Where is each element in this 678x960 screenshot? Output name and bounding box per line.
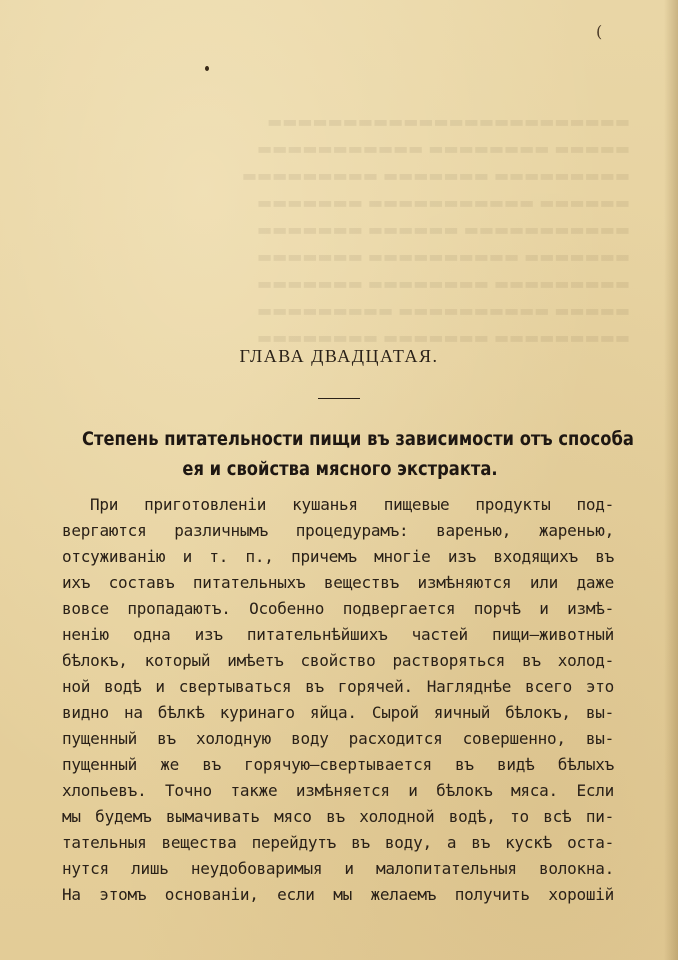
ink-speck: [205, 66, 209, 71]
page-edge-shadow: [664, 0, 678, 960]
text-line: ной водѣ и свертываться въ горячей. Нагляднѣе всего это: [62, 677, 614, 696]
text-line: видно на бѣлкѣ куринаго яйца. Сырой яичный бѣлокъ, вы-: [62, 703, 614, 722]
text-line: хлопьевъ. Точно также измѣняется и бѣлокъ мяса. Если: [62, 781, 614, 800]
heading-line: Степень питательности пищи въ зависимости отъ способа: [82, 428, 634, 450]
text-line: пущенный въ холодную воду расходится совершенно, вы-: [62, 729, 614, 748]
text-line: мы будемъ вымачивать мясо въ холодной водѣ, то всѣ пи-: [62, 807, 614, 826]
text-line: отсуживанію и т. п., причемъ многіе изъ входящихъ въ: [62, 547, 614, 566]
text-line: ихъ составъ питательныхъ веществъ измѣняются или даже: [62, 573, 614, 592]
text-line: нутся лишь неудобоваримыя и малопитательныя волокна.: [62, 859, 614, 878]
text-line: ненію одна изъ питательнѣйшихъ частей пищи—животный: [62, 625, 614, 644]
text-line: вергаются различнымъ процедурамъ: варенью, жаренью,: [62, 521, 614, 540]
text-line: При приготовленіи кушанья пищевые продукты под-: [90, 495, 614, 514]
text-line: тательныя вещества перейдутъ въ воду, а въ кускѣ оста-: [62, 833, 614, 852]
chapter-title: ГЛАВА ДВАДЦАТАЯ.: [239, 346, 439, 366]
section-heading: [40, 424, 640, 484]
corner-mark: (: [596, 22, 603, 41]
reverse-side-bleed-through: ▬▬▬▬▬▬▬▬▬▬▬▬▬▬▬▬▬▬▬▬▬▬▬▬ ▬▬▬▬▬ ▬▬▬▬▬▬▬▬ ▬▬▬▬▬▬▬▬▬▬▬ ▬▬▬▬▬▬▬▬▬ ▬▬▬▬▬▬▬ ▬▬▬▬▬▬▬▬▬ ▬▬▬▬▬▬ ▬▬▬▬▬▬▬▬▬▬▬ ▬▬▬▬▬▬▬ ▬▬▬▬▬▬▬▬▬▬▬ ▬▬▬▬▬▬ ▬▬▬▬▬▬▬ ▬▬▬▬▬▬▬ ▬▬▬▬▬▬▬▬▬▬ ▬▬▬▬▬▬▬ ▬▬▬▬▬▬▬▬▬ ▬▬▬▬▬▬▬▬ ▬▬▬▬▬▬▬ ▬▬▬▬▬ ▬▬▬▬▬▬▬▬▬▬ ▬▬▬▬▬▬▬▬▬ ▬▬▬▬▬▬▬▬▬ ▬▬▬▬▬▬▬ ▬▬▬▬▬▬▬▬: [241, 112, 630, 347]
heading-line: ея и свойства мясного экстракта.: [182, 458, 498, 480]
body-text: [62, 492, 614, 908]
text-line: бѣлокъ, который имѣетъ свойство растворяться въ холод-: [62, 651, 614, 670]
text-line: вовсе пропадаютъ. Особенно подвергается порчѣ и измѣ-: [62, 599, 614, 618]
title-separator: [318, 398, 360, 399]
text-line: На этомъ основаніи, если мы желаемъ получить хорошій: [62, 885, 614, 904]
text-line: пущенный же въ горячую—свертывается въ видѣ бѣлыхъ: [62, 755, 614, 774]
